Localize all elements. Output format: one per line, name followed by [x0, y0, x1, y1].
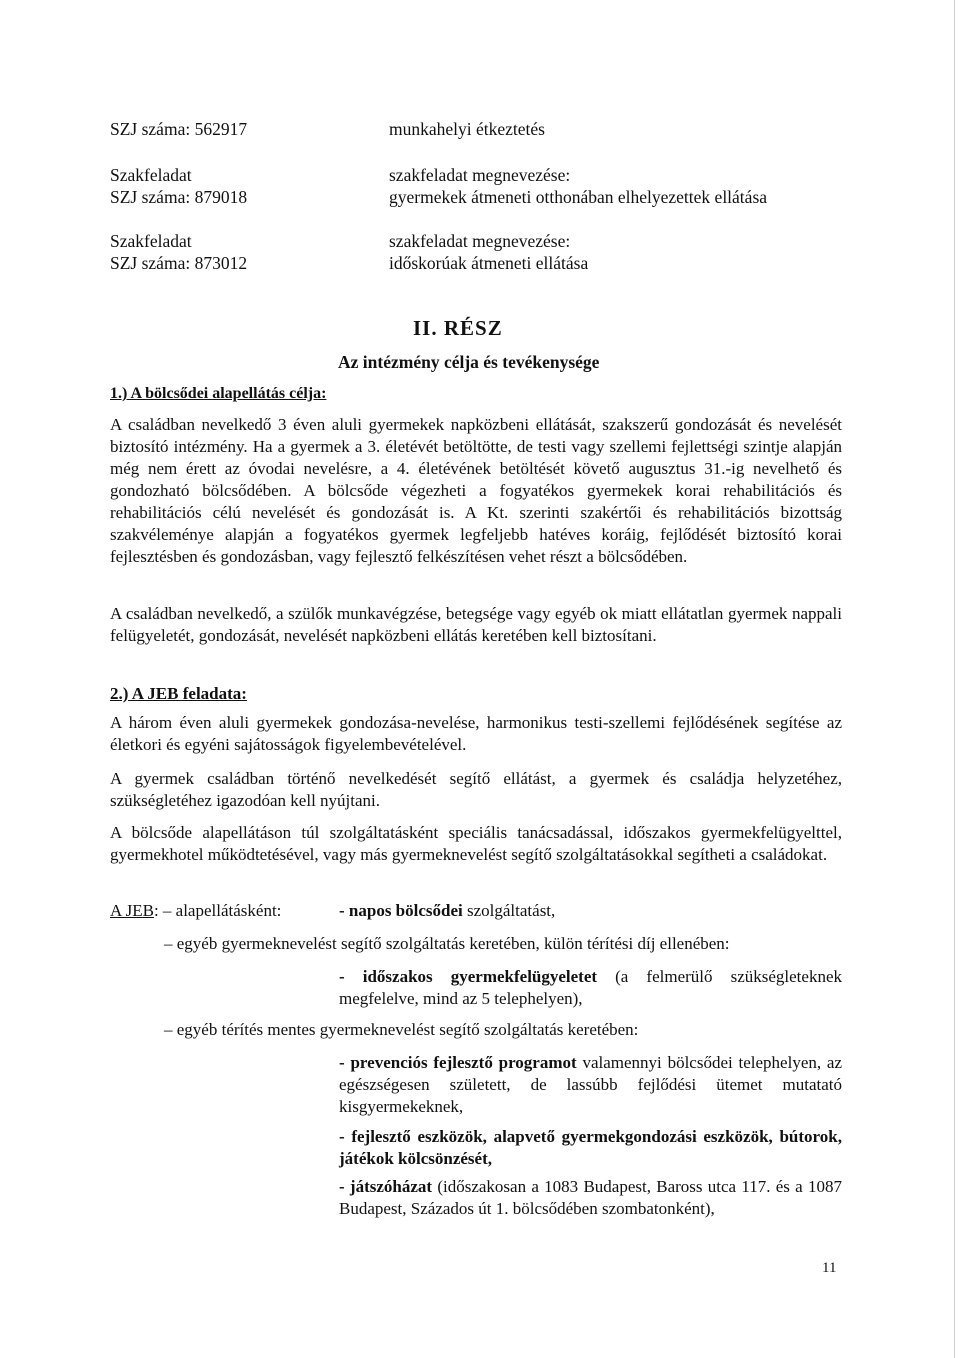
jatszohaz-bold: - játszóházat: [339, 1177, 433, 1196]
eszkozok-service: [339, 1126, 842, 1170]
other-free-services: – egyéb térítés mentes gyermeknevelést segítő szolgáltatás keretében:: [164, 1020, 639, 1039]
page-number: 11: [822, 1260, 837, 1276]
section2-paragraph-2: A gyermek családban történő nevelkedését segítő ellátást, a gyermek és családja helyzetéhez, szükségletéhez igazodóan kell nyújtani.: [110, 769, 842, 810]
idoszakos-bold: - időszakos gyermekfelügyeletet: [339, 967, 598, 986]
jeb-label: A JEB: [110, 901, 154, 920]
section2-heading: 2.) A JEB feladata:: [110, 684, 247, 703]
szj-code-1: SZJ száma: 562917: [110, 119, 248, 139]
szakfeladat-label-2: Szakfeladat: [110, 165, 192, 185]
szakfeladat-label-right-2: szakfeladat megnevezése:: [389, 165, 571, 185]
activity-name-3: időskorúak átmeneti ellátása: [389, 253, 589, 273]
activity-name-1: munkahelyi étkeztetés: [389, 119, 545, 139]
jeb-basic-text: : – alapellátásként:: [153, 901, 282, 920]
scan-edge-line: [954, 0, 955, 1358]
prevencios-service: [339, 1052, 842, 1118]
szj-code-3: SZJ száma: 873012: [110, 253, 248, 273]
napos-bold: - napos bölcsődei: [339, 901, 463, 920]
prevencios-bold: - prevenciós fejlesztő programot: [339, 1053, 577, 1072]
jeb-basic-label: [110, 900, 281, 922]
szj-code-2: SZJ száma: 879018: [110, 187, 248, 207]
section1-paragraph-2: A családban nevelkedő, a szülők munkavégzése, betegsége vagy egyéb ok miatt ellátatlan gyermek nappali felügyeletét, gondozását, nevelését napközbeni ellátás keretében kell biztosítani.: [110, 604, 842, 645]
napos-rest: szolgáltatást,: [462, 901, 556, 920]
section2-paragraph-1: A három éven aluli gyermekek gondozása-nevelése, harmonikus testi-szellemi fejlődésének segítése az életkori és egyéni sajátosságok figyelembevételével.: [110, 713, 842, 754]
jatszohaz-rest: (időszakosan a 1083 Budapest, Baross utca 117. és a 1087 Budapest, Százados út 1. bölcsődében szombatonként),: [339, 1177, 842, 1218]
part-title: II. RÉSZ: [413, 316, 503, 340]
idoszakos-service: [339, 966, 842, 1010]
eszkozok-bold: - fejlesztő eszközök, alapvető gyermekgondozási eszközök, bútorok, játékok kölcsönzését,: [339, 1127, 842, 1168]
other-paid-services: – egyéb gyermeknevelést segítő szolgáltatás keretében, külön térítési díj ellenében:: [164, 934, 730, 953]
activity-name-2: gyermekek átmeneti otthonában elhelyezettek ellátása: [389, 187, 768, 207]
szakfeladat-label-3: Szakfeladat: [110, 231, 192, 251]
idoszakos-rest: (a felmerülő szükségleteknek megfelelve, mind az 5 telephelyen),: [339, 967, 843, 1008]
section2-paragraph-3: A bölcsőde alapellátáson túl szolgáltatásként speciális tanácsadással, időszakos gyermekfelügyelttel, gyermekhotel működtetésével, vagy más gyermeknevelést segítő szolgáltatásokkal segítheti a családokat.: [110, 823, 842, 864]
section1-paragraph-1: A családban nevelkedő 3 éven aluli gyermekek napközbeni ellátását, szakszerű gondozását és nevelését biztosító intézmény. Ha a gyermek a 3. életévét betöltötte, de testi vagy szellemi fejlettségi szintje alapján még nem érett az óvodai nevelésre, a 4. életévének betöltését követő augusztus 31.-ig nevelhető és gondozható bölcsődében. A bölcsőde végezheti a fogyatékos gyermekek korai rehabilitációs és rehabilitációs célú nevelését és gondozását is. A Kt. szerinti szakértői és rehabilitációs bizottság szakvéleménye alapján a fogyatékos gyermek legfeljebb hatéves koráig, fejlődését biztosító korai fejlesztésben és gondozásban, vagy fejlesztő felkészítésen vehet részt a bölcsődében.: [110, 415, 842, 566]
jatszohaz-service: [339, 1176, 842, 1220]
napos-service: [339, 900, 555, 922]
szakfeladat-label-right-3: szakfeladat megnevezése:: [389, 231, 571, 251]
part-subtitle: Az intézmény célja és tevékenysége: [338, 352, 600, 372]
section1-heading: 1.) A bölcsődei alapellátás célja:: [110, 385, 327, 402]
prevencios-rest: valamennyi bölcsődei telephelyen, az egészségesen született, de lassúbb fejlődési ütemet mutatató kisgyermekeknek,: [339, 1053, 842, 1116]
